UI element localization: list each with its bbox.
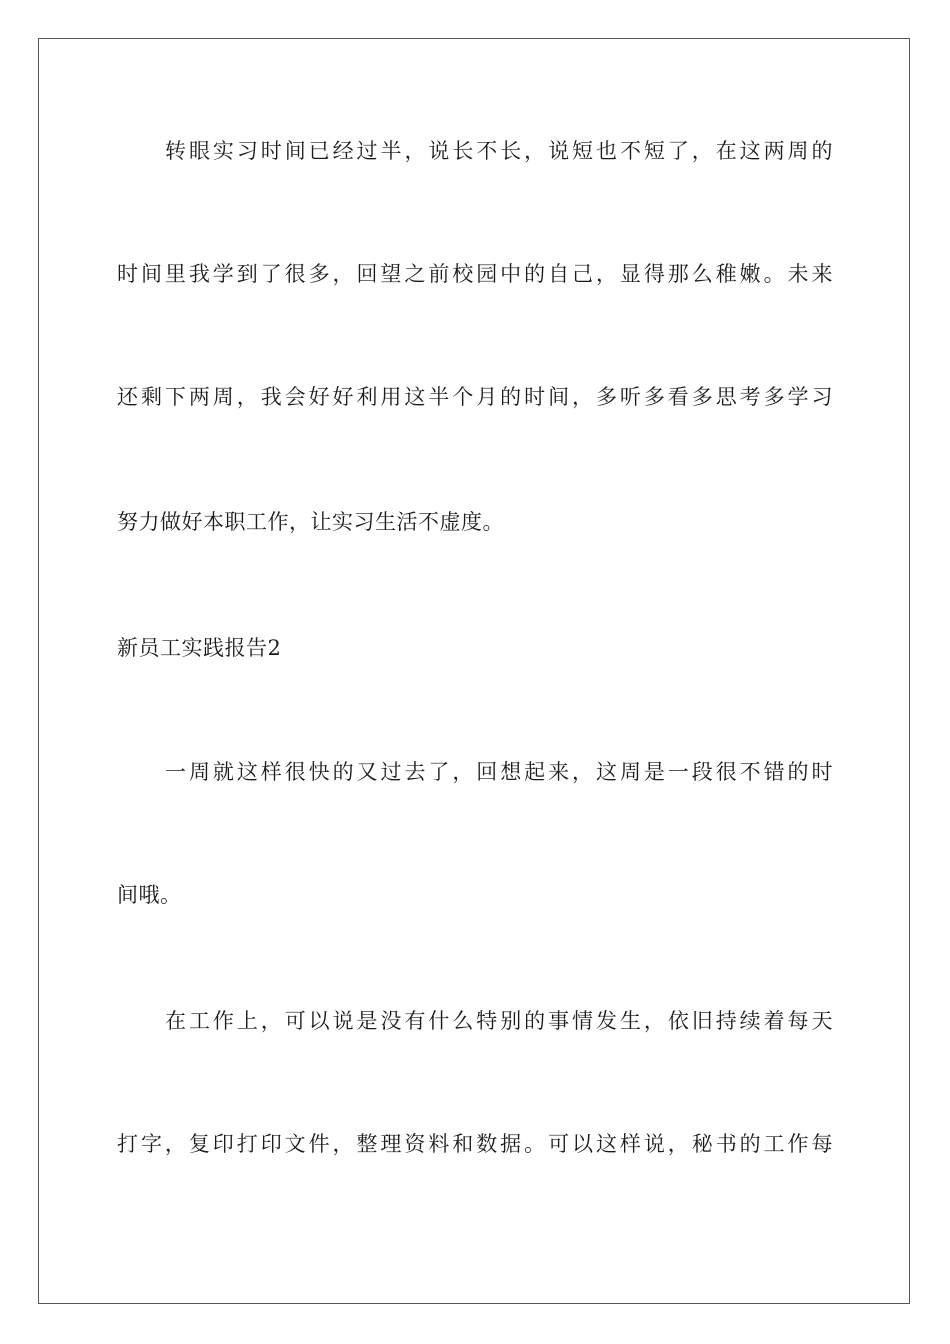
paragraph-line: 一周就这样很快的又过去了，回想起来，这周是一段很不错的时: [165, 760, 833, 784]
paragraph-line: 在工作上，可以说是没有什么特别的事情发生，依旧持续着每天: [165, 1009, 833, 1033]
paragraph-line: 打字，复印打印文件，整理资料和数据。可以这样说，秘书的工作每: [117, 1132, 833, 1156]
paragraph-line: 还剩下两周，我会好好利用这半个月的时间，多听多看多思考多学习: [117, 385, 833, 409]
section-heading: 新员工实践报告2: [117, 636, 282, 660]
page-border: [38, 38, 910, 1304]
paragraph-line: 努力做好本职工作，让实习生活不虚度。: [117, 510, 504, 534]
paragraph-line: 时间里我学到了很多，回望之前校园中的自己，显得那么稚嫩。未来: [117, 262, 833, 286]
paragraph-line: 间哦。: [117, 883, 182, 907]
paragraph-line: 转眼实习时间已经过半，说长不长，说短也不短了，在这两周的: [165, 139, 833, 163]
